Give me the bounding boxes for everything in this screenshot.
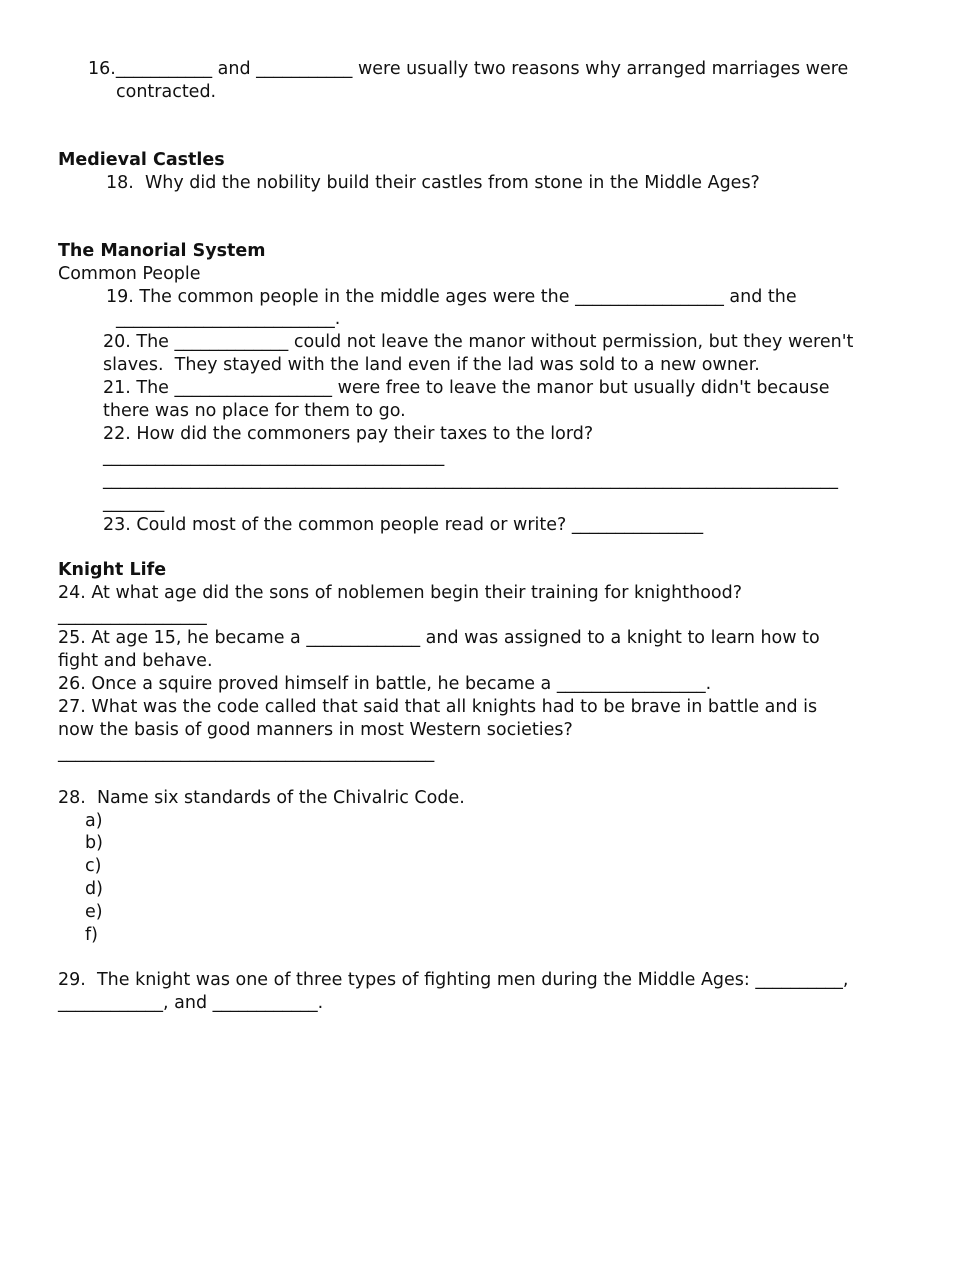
question-21-line-2: there was no place for them to go.: [103, 401, 406, 421]
question-25-line-1: 25. At age 15, he became a _____________ and was assigned to a knight to learn how to: [58, 628, 820, 648]
question-19-line-2: _________________________.: [116, 309, 341, 329]
question-28: 28. Name six standards of the Chivalric Code.: [58, 788, 465, 808]
chivalric-item-b: b): [85, 833, 103, 853]
question-22-answer-blank-1: _______________________________________: [103, 447, 445, 467]
chivalric-item-f: f): [85, 925, 98, 945]
question-27-answer-blank: ___________________________________________: [58, 743, 435, 763]
question-22-answer-blank-2: ____________________________________________________________________________________: [103, 470, 838, 490]
chivalric-item-a: a): [85, 811, 103, 831]
question-20-line-1: 20. The _____________ could not leave the manor without permission, but they weren't: [103, 332, 854, 352]
section-heading-medieval-castles: Medieval Castles: [58, 150, 225, 170]
question-23: 23. Could most of the common people read or write? _______________: [103, 515, 704, 535]
question-22-answer-blank-3: _______: [103, 493, 165, 513]
question-16-line-1: 16.___________ and ___________ were usually two reasons why arranged marriages were: [88, 59, 849, 79]
question-24: 24. At what age did the sons of noblemen begin their training for knighthood?: [58, 583, 743, 603]
question-20-line-2: slaves. They stayed with the land even if the lad was sold to a new owner.: [103, 355, 760, 375]
chivalric-item-e: e): [85, 902, 103, 922]
question-29-line-1: 29. The knight was one of three types of fighting men during the Middle Ages: __________,: [58, 970, 849, 990]
question-19-line-1: 19. The common people in the middle ages were the _________________ and the: [106, 287, 797, 307]
question-21-line-1: 21. The __________________ were free to leave the manor but usually didn't because: [103, 378, 830, 398]
question-24-answer-blank: _________________: [58, 606, 207, 626]
question-18: 18. Why did the nobility build their castles from stone in the Middle Ages?: [106, 173, 760, 193]
question-22: 22. How did the commoners pay their taxes to the lord?: [103, 424, 594, 444]
question-16-line-2: contracted.: [116, 82, 217, 102]
question-27-line-1: 27. What was the code called that said that all knights had to be brave in battle and is: [58, 697, 818, 717]
question-25-line-2: fight and behave.: [58, 651, 213, 671]
question-26: 26. Once a squire proved himself in battle, he became a _________________.: [58, 674, 712, 694]
chivalric-item-d: d): [85, 879, 103, 899]
question-27-line-2: now the basis of good manners in most Western societies?: [58, 720, 573, 740]
chivalric-item-c: c): [85, 856, 102, 876]
section-heading-manorial-system: The Manorial System: [58, 241, 266, 261]
question-29-line-2: ____________, and ____________.: [58, 993, 324, 1013]
subheading-common-people: Common People: [58, 264, 201, 284]
section-heading-knight-life: Knight Life: [58, 560, 167, 580]
